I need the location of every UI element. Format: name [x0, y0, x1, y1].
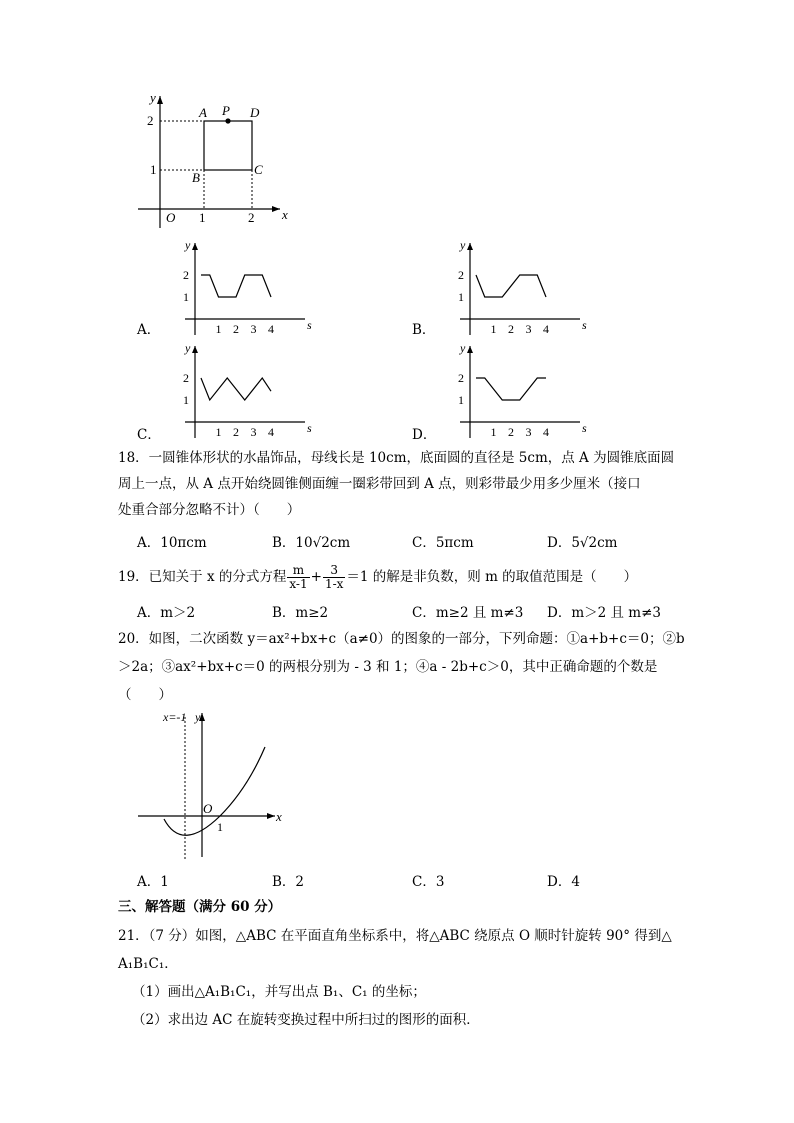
s-axis-label: s [582, 421, 587, 435]
s-tick-label: 3 [250, 425, 257, 439]
q19-option-b[interactable]: B．m≥2 [272, 605, 329, 621]
graph-curve [201, 378, 271, 400]
q18-option-b[interactable]: B．10√2cm [272, 535, 351, 551]
s-tick-label: 4 [268, 425, 274, 439]
s-tick-label: 2 [233, 425, 239, 439]
graph-curve [476, 275, 546, 297]
graph-option-a[interactable] [155, 237, 315, 339]
q20-line3: （ ） [118, 687, 172, 703]
q21-line2: A₁B₁C₁． [118, 956, 178, 972]
y-axis-label: y [185, 341, 191, 355]
x-tick-label: 2 [248, 210, 255, 225]
q20-option-c[interactable]: C．3 [412, 874, 445, 890]
q19-option-d[interactable]: D．m＞2 且 m≠3 [547, 605, 661, 621]
q18-option-d[interactable]: D．5√2cm [547, 535, 618, 551]
q20-line1: 20．如图，二次函数 y＝ax²+bx+c（a≠0）的图象的一部分，下列命题：①a+b+c＝0；②b [118, 631, 685, 647]
y-axis-arrow-icon [157, 96, 163, 104]
s-axis-label: s [307, 421, 312, 435]
q21-sub2: （2）求出边 AC 在旋转变换过程中所扫过的图形的面积． [132, 1012, 480, 1028]
y-axis-arrow-icon [467, 243, 473, 250]
q19-option-c[interactable]: C．m≥2 且 m≠3 [412, 605, 524, 621]
q20-option-a[interactable]: A．1 [137, 874, 169, 890]
s-tick-label: 4 [543, 322, 549, 336]
s-tick-label: 4 [543, 425, 549, 439]
q19-fraction-2 [323, 564, 345, 591]
y-tick-label: 1 [183, 393, 189, 407]
s-tick-label: 2 [508, 322, 514, 336]
s-tick-label: 3 [525, 322, 532, 336]
q19-fraction-1 [287, 564, 309, 591]
y-axis-label: y [460, 341, 466, 355]
q19-plus: + [310, 569, 322, 585]
q19-prefix: 19．已知关于 x 的分式方程 [118, 569, 287, 585]
q18-line3: 处重合部分忽略不计）（ ） [118, 502, 301, 518]
s-tick-label: 1 [215, 425, 222, 439]
q21-sub1: （1）画出△A₁B₁C₁，并写出点 B₁、C₁ 的坐标； [132, 984, 426, 1000]
s-tick-label: 2 [508, 425, 514, 439]
q19-frac2-denominator: 1-x [324, 577, 344, 591]
s-tick-label: 1 [490, 425, 497, 439]
graph-option-d-label[interactable]: D． [412, 427, 437, 443]
y-tick-label: 2 [458, 268, 464, 282]
s-axis-label: s [582, 318, 587, 332]
y-axis-label: y [185, 238, 191, 252]
origin-label: O [203, 801, 213, 816]
point-p [225, 118, 230, 123]
x-axis-label: x [282, 207, 288, 222]
point-p-label: P [222, 103, 230, 118]
x-axis-arrow-icon [267, 813, 275, 819]
y-tick-label: 1 [458, 393, 464, 407]
q19-frac1-denominator: x-1 [289, 577, 308, 591]
q18-option-a[interactable]: A．10πcm [137, 535, 207, 551]
q18-line2: 周上一点，从 A 点开始绕圆锥侧面缠一圈彩带回到 A 点，则彩带最少用多少厘米（接口 [118, 476, 641, 492]
graph-option-c-label[interactable]: C． [137, 427, 161, 443]
s-tick-label: 1 [490, 322, 497, 336]
s-tick-label: 3 [250, 322, 257, 336]
graph-option-d[interactable] [430, 340, 590, 442]
s-tick-label: 2 [233, 322, 239, 336]
s-tick-label: 1 [215, 322, 222, 336]
parabola-curve [164, 747, 265, 835]
q18-option-c[interactable]: C．5πcm [412, 535, 474, 551]
q19-suffix: ＝1 的解是非负数，则 m 的取值范围是（ ） [346, 569, 638, 585]
y-axis-label: y [195, 710, 201, 724]
point-a-label: A [199, 105, 207, 120]
q19-frac1-numerator: m [287, 564, 309, 578]
y-axis-arrow-icon [192, 243, 198, 250]
q20-option-d[interactable]: D．4 [547, 874, 580, 890]
main-coordinate-figure [130, 88, 300, 233]
graph-option-b-label[interactable]: B． [412, 322, 436, 338]
s-tick-label: 4 [268, 322, 274, 336]
point-c-label: C [254, 162, 263, 177]
section-title: 三、解答题（满分 60 分） [118, 899, 282, 915]
x-tick-label: 1 [199, 210, 206, 225]
y-tick-label: 1 [150, 162, 157, 177]
graph-curve [201, 275, 271, 297]
graph-option-a-label[interactable]: A． [137, 322, 161, 338]
point-b-label: B [192, 170, 200, 185]
y-tick-label: 1 [458, 290, 464, 304]
s-axis-label: s [307, 318, 312, 332]
graph-curve [476, 378, 546, 400]
y-tick-label: 2 [147, 113, 154, 128]
parabola-figure [135, 705, 295, 865]
x-tick-label: 1 [217, 820, 223, 834]
y-axis-label: y [460, 238, 466, 252]
symmetry-axis-label: x=-1 [163, 710, 187, 724]
y-tick-label: 2 [183, 371, 189, 385]
q18-line1: 18．一圆锥体形状的水晶饰品，母线长是 10cm，底面圆的直径是 5cm，点 A 为圆锥底面圆 [118, 450, 675, 466]
y-tick-label: 2 [458, 371, 464, 385]
x-axis-arrow-icon [272, 206, 280, 212]
y-axis-arrow-icon [467, 346, 473, 353]
y-tick-label: 1 [183, 290, 189, 304]
q19-frac2-numerator: 3 [323, 564, 345, 578]
origin-label: O [166, 210, 176, 225]
point-d-label: D [250, 105, 260, 120]
q21-line1: 21．（7 分）如图，△ABC 在平面直角坐标系中，将△ABC 绕原点 O 顺时针旋转 90° 得到△ [118, 928, 672, 944]
q20-line2: ＞2a；③ax²+bx+c＝0 的两根分别为 - 3 和 1；④a - 2b+c＞0，其中正确命题的个数是 [118, 659, 658, 675]
q20-option-b[interactable]: B．2 [272, 874, 305, 890]
q19-stem [118, 562, 637, 592]
square-abcd [204, 121, 252, 170]
y-axis-label: y [150, 90, 156, 105]
x-axis-label: x [276, 809, 282, 824]
graph-option-b[interactable] [430, 237, 590, 339]
y-axis-arrow-icon [192, 346, 198, 353]
q19-option-a[interactable]: A．m＞2 [137, 605, 196, 621]
graph-option-c[interactable] [155, 340, 315, 442]
y-tick-label: 2 [183, 268, 189, 282]
s-tick-label: 3 [525, 425, 532, 439]
